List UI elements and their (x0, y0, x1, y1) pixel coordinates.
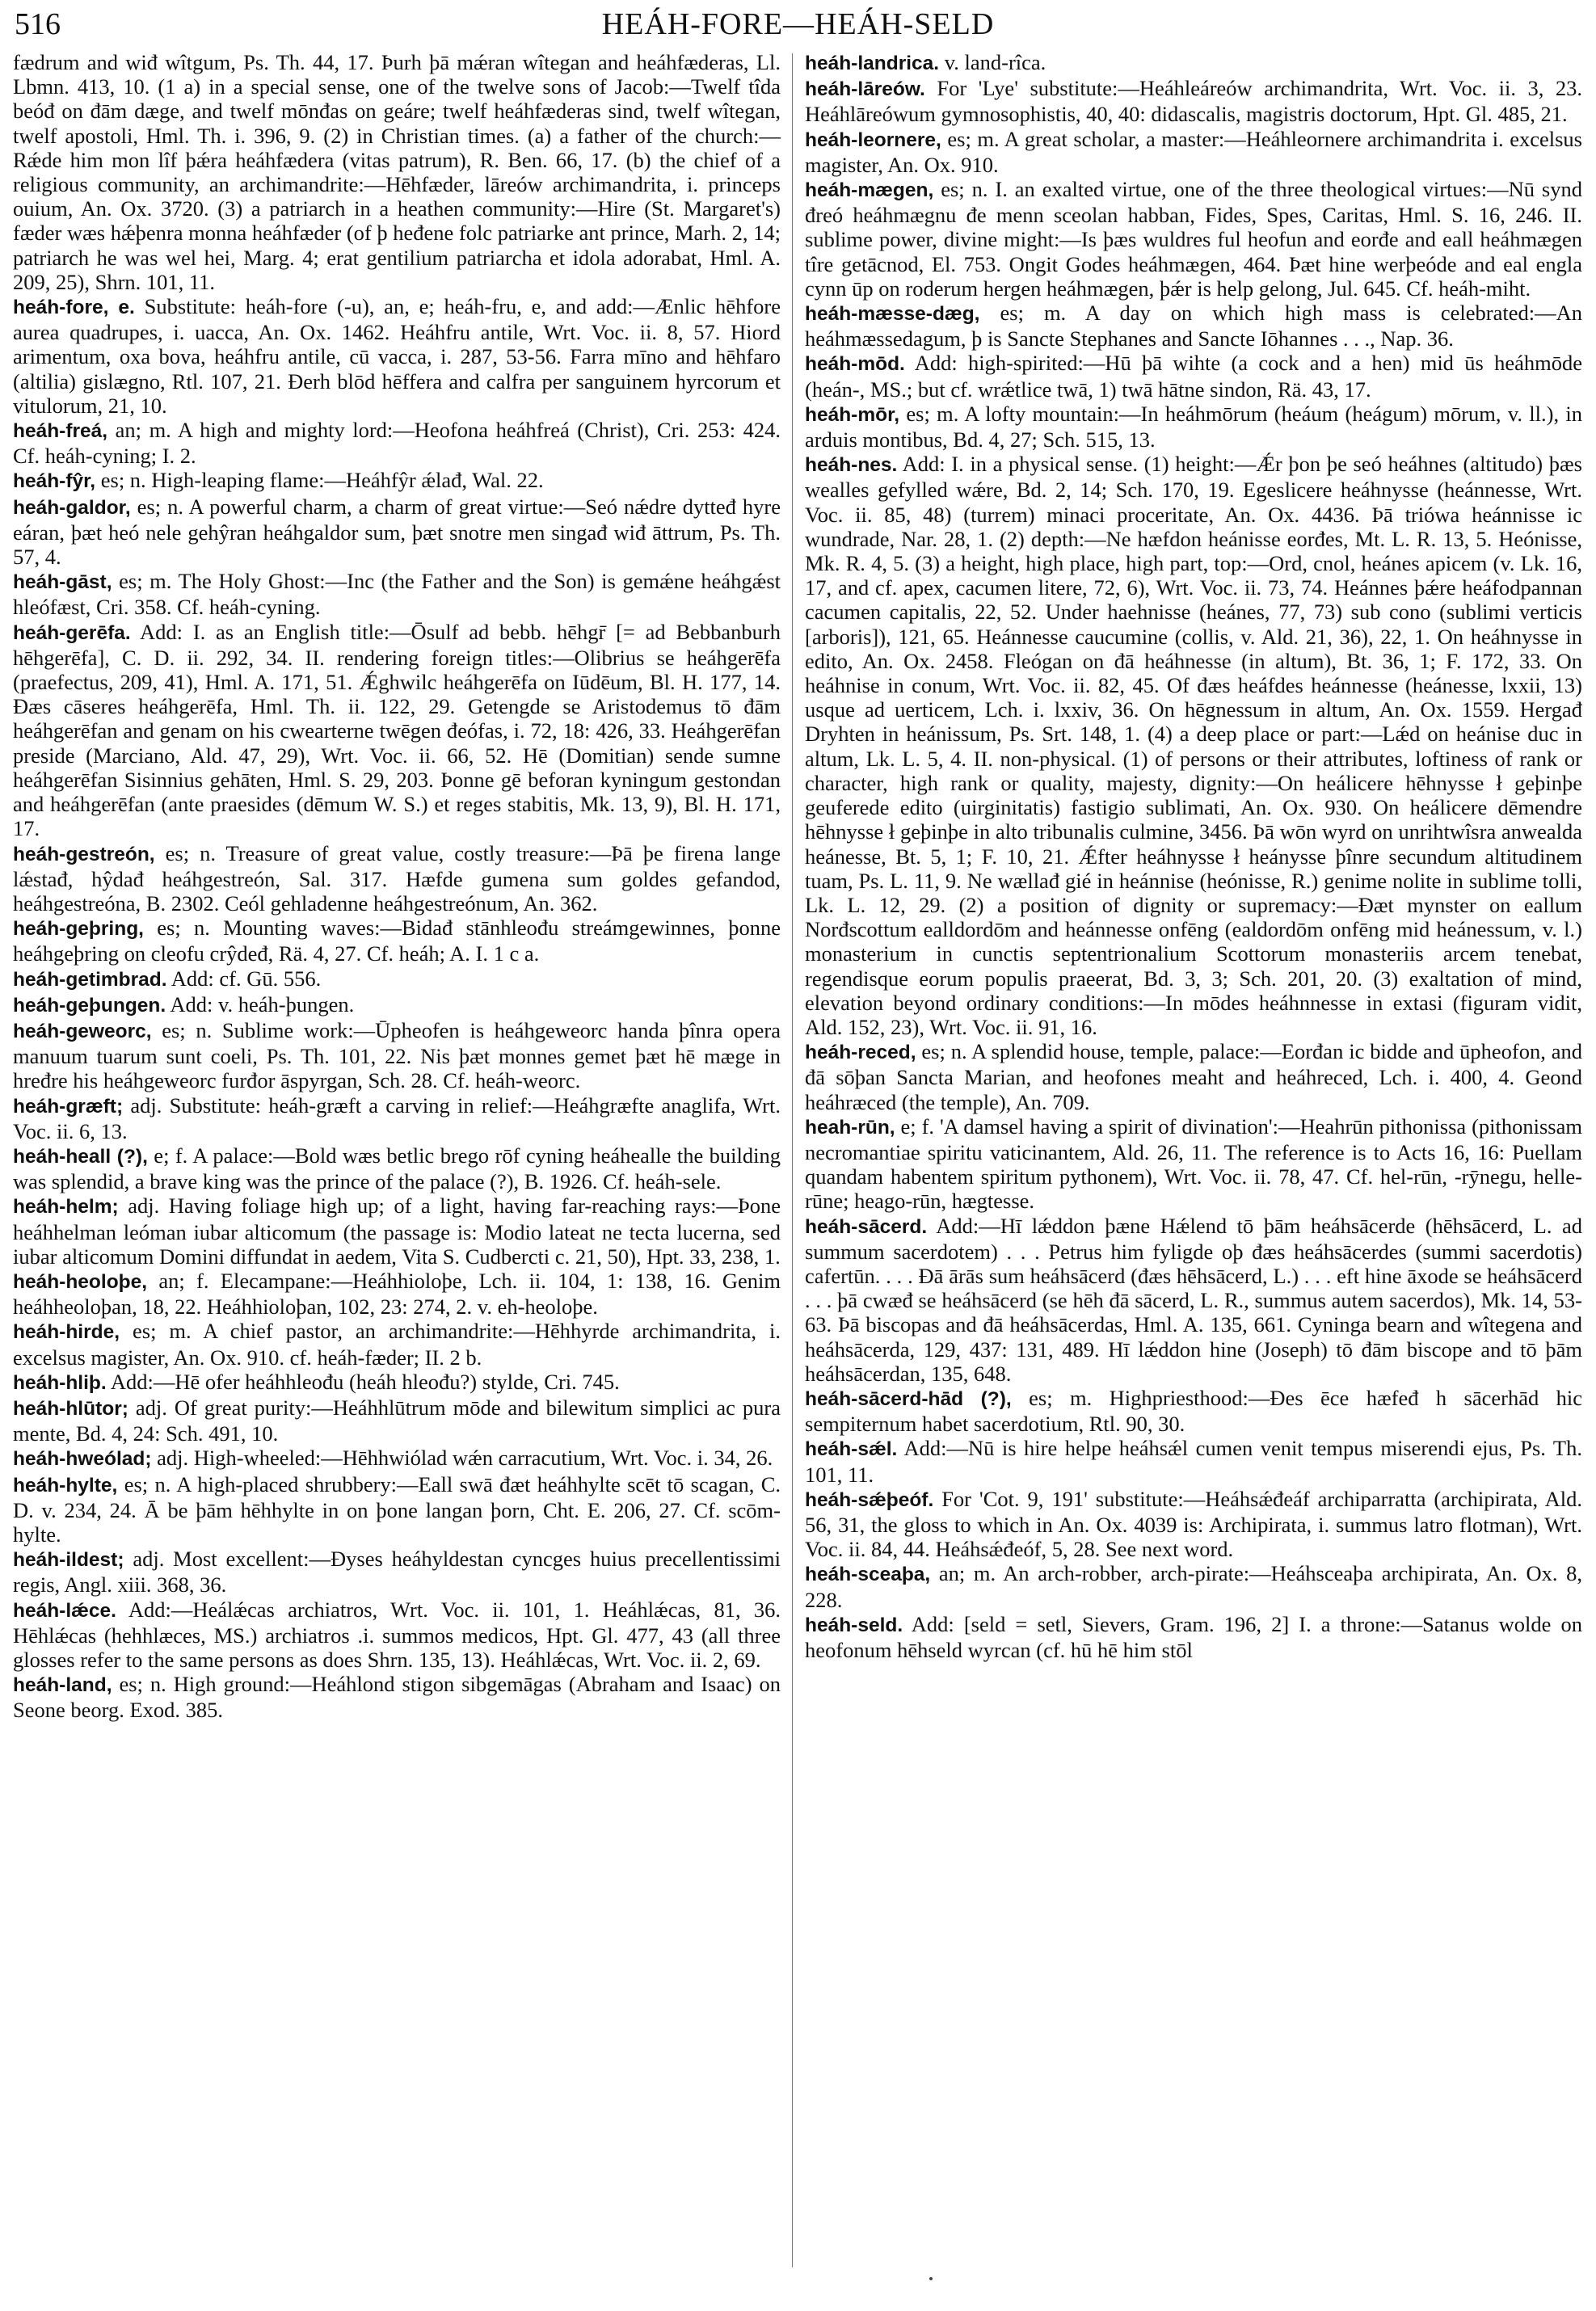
entry-definition: es; m. Highpriesthood:—Đes ēce hæfeđ h sācerhād hic sempiternum habet sacerdotium, Rtl. 90, 30. (805, 1385, 1582, 1437)
entry-definition: adj. Substitute: heáh-græft a carving in relief:—Heáhgræfte anaglifa, Wrt. Voc. ii. 6, 13. (13, 1092, 781, 1143)
entry-headword: heáh-mægen, (805, 179, 934, 202)
dictionary-entry (13, 1672, 781, 1722)
entry-definition: For 'Cot. 9, 191' substitute:—Heáhsǽđeáf archiparratta (archipirata, Ald. 56, 31, the gloss to which in An. Ox. 4039 is: Archipirata, i. summus latro flotman), Wrt. Voc. ii. 84, 44. Heáhsǽđeóf, 5, 28. See next word. (805, 1486, 1582, 1562)
dictionary-entry (13, 1370, 781, 1395)
entry-headword: heáh-sācerd. (805, 1215, 928, 1238)
dictionary-entry (805, 301, 1582, 351)
entry-definition: es; m. A great scholar, a master:—Heáhleornere archimandrita i. excelsus magister, An. Ox. 910. (805, 126, 1582, 177)
dictionary-entry (805, 76, 1582, 126)
dictionary-entry (13, 1472, 781, 1547)
entry-headword: heáh-leornere, (805, 128, 941, 151)
entry-headword: heáh-sǽl. (805, 1438, 898, 1461)
dictionary-entry (805, 1214, 1582, 1386)
entry-definition: Add: I. in a physical sense. (1) height:—Ǽr þon þe seó heáhnes (altitudo) þæs wealles gefylled wǽre, Bd. 2, 14; Sch. 170, 19. Egeslicere heáhnysse (heánnesse, Wrt. Voc. ii. 85, 48) (turrem) minaci proceritate, An. Ox. 4436. Þā triówa heánnisse ic wundrade, Nar. 28, 1. (2) depth:—Ne hæfdon heánisse eorđes, Mt. L. R. 13, 5. Heónisse, Mk. R. 4, 5. (3) a height, high place, high part, top:—Ord, cnol, heánes apicem (v. Lk. 16, 17, and cf. apex, cacumen litere, 72, 6), Wrt. Voc. ii. 73, 74. Heánnes þǽre heáfodpannan cacumen capitalis, 22, 52. Under haehnisse (heánes, 77, 73) sub cono (sublimi verticis [arboris]), 121, 65. Heánnesse caucumine (collis, v. Ald. 21, 36), 22, 1. On heáhnysse in edito, An. Ox. 2458. Fleógan on đā heáhnesse (in altum), Bt. 36, 1; F. 172, 33. On heáhnise in conum, Wrt. Voc. ii. 82, 45. Of đæs heáfdes heánnesse (heánesse, lxxii, 13) usque ad uerticem, Lch. i. lxxiv, 36. On hēgnessum in altum, An. Ox. 1559. Hergađ Dryhten in heánissum, Ps. Srt. 148, 1. (4) a deep place or part:—Lǽd on heánise duc in altum, Lk. L. 5, 4. II. non-physical. (1) of persons or their attributes, loftiness of rank or character, high rank or quality, majesty, dignity:—On heálicere hēhnysse ł geþinþe geuferede edito (uirginitatis) fastigio sublimati, An. Ox. 930. On heálicere dēmendre hēhnysse ł geþinþe in alto tribunalis culmine, 3456. Þā wōn wyrd on unrihtwîsra anwealda heánesse, Bt. 5, 1; F. 10, 21. Ǽfter heáhnysse ł heánysse þînre secundum altitudinem tuam, Ps. L. 11, 9. Ne wællađ gié in heánnise (heónisse, R.) genime nolite in sublime tolli, Lk. L. 12, 29. (2) a position of dignity or supremacy:—Đæt mynster on eallum Norđscottum ealldordōm and heánnesse onfēng (ealdordōm onfēng mid heánessum, v. l.) monasterium in cunctis septentrionalium Scottorum monasteriis arcem tenebat, regendisque eorum populis praeerat, Bd. 3, 3; Sch. 201, 20. (3) exaltation of mind, elevation beyond ordinary conditions:—In mōdes heáhnnesse in extasi (figuram vidit, Ald. 152, 23), Wrt. Voc. ii. 91, 16. (805, 452, 1582, 1039)
entry-headword: heáh-lāreów. (805, 78, 925, 101)
dictionary-entry (13, 1143, 781, 1193)
entry-headword: heáh-mōd. (805, 353, 905, 376)
entry-definition: es; m. The Holy Ghost:—Inc (the Father and the Son) is gemǽne heáhgǽst hleófæst, Cri. 358. Cf. heáh-cyning. (13, 569, 781, 620)
dictionary-entry (13, 992, 781, 1018)
entry-definition: Add: [seld = setl, Sievers, Gram. 196, 2] I. a throne:—Satanus wolde on heofonum hēhseld wyrcan (cf. hū hē him stōl (805, 1611, 1582, 1662)
entry-headword: heáh-heoloþe, (13, 1270, 148, 1293)
footer-mark (929, 2277, 933, 2280)
entry-definition: es; n. I. an exalted virtue, one of the three theological virtues:—Nū synd đreó heáhmægnu đe menn sceolan habban, Fides, Spes, Caritas, Hml. S. 16, 246. II. sublime power, divine might:—Is þæs wuldres ful heofun and eorđe and eall heáhmægen tîre getācnod, El. 753. Ongit Godes heáhmægen, 464. Þæt hine werþeóde and eal engla cynn ūp on roderum hergen heáhmægen, þǽr is help gelong, Jul. 645. Cf. heáh-miht. (805, 177, 1582, 301)
entry-headword: heah-rūn, (805, 1116, 895, 1139)
entry-headword: heáh-gāst, (13, 571, 112, 594)
entry-definition: es; n. Sublime work:—Ūpheofen is heáhgeweorc handa þînra opera manuum tuarum sunt coeli, Ps. Th. 101, 22. Nis þæt monnes gemet þæt hē mæge in hređre his heáhgeweorc furđor āspyrgan, Sch. 28. Cf. heáh-weorc. (13, 1017, 781, 1093)
column-divider (792, 53, 793, 2267)
entry-definition: adj. Of great purity:—Heáhhlūtrum mōde and bilewitum simplici ac pura mente, Bd. 4, 24: Sch. 491, 10. (13, 1395, 781, 1446)
dictionary-entry (13, 1319, 781, 1369)
entry-headword: heáh-gerēfa. (13, 621, 131, 644)
entry-headword: heáh-sācerd-hād (?), (805, 1387, 1012, 1410)
dictionary-entry (13, 1446, 781, 1471)
entry-headword: heáh-geweorc, (13, 1020, 152, 1042)
left-column (13, 50, 781, 1723)
entry-definition: Add:—Heálǽcas archiatros, Wrt. Voc. ii. 101, 1. Heáhlǽcas, 81, 36. Hēhlǽcas (hehhlæces, MS.) archiatros .i. summos medicos, Hpt. Gl. 477, 43 (all three glosses refer to the same persons as does Shrn. 135, 13). Heáhlǽcas, Wrt. Voc. ii. 2, 69. (13, 1597, 781, 1672)
entry-headword: heáh-hliþ. (13, 1371, 107, 1394)
entry-definition: fædrum and wiđ wîtgum, Ps. Th. 44, 17. Þurh þā mǽran wîtegan and heáhfæderas, Ll. Lbmn. 413, 10. (1 a) in a special sense, one of the twelve sons of Jacob:—Twelf tîda beóđ on đām dæge, and twelf mōnđas on geáre; twelf heáhfæderas sind, twelf wîtegan, twelf apostoli, Hml. Th. i. 396, 9. (2) in Christian times. (a) a father of the church:—Rǽde him mon lîf þǽra heáhfædera (vitas patrum), R. Ben. 66, 17. (b) the chief of a religious community, an archimandrite:—Hēhfæder, lāreów archimandrita, i. princeps ouium, An. Ox. 3720. (3) a patriarch in a heathen community:—Hire (St. Margaret's) fæder wæs hǽþenra monna heáhfæder (of þ heđene folc patriarke ant prince, Marh. 2, 14; patriarch he was wel hei, Marg. 4; erat gentilium patriarcha et idola adorabat, Hml. A. 209, 25), Shrn. 101, 11. (13, 50, 781, 294)
entry-definition: Add: high-spirited:—Hū þā wihte (a cock and a hen) mid ūs heáhmōde (heán-, MS.; but cf. wrǽtlice twā, 1) twā hātne sindon, Rä. 43, 17. (805, 351, 1582, 402)
entry-definition: an; m. An arch-robber, arch-pirate:—Heáhsceaþa archipirata, An. Ox. 8, 228. (805, 1561, 1582, 1612)
dictionary-entry (13, 1093, 781, 1143)
entry-definition: e; f. 'A damsel having a spirit of divination':—Heahrūn pithonissa (pithonissam necromantiae spiritu vaticinantem, Ald. 26, 11. The reference is to Acts 16, 16: Puellam quandam habentem spiritum pythonem), Wrt. Voc. ii. 78, 47. Cf. hel-rūn, -rȳnegu, helle-rūne; heago-rūn, hægtesse. (805, 1113, 1582, 1214)
entry-headword: heáh-nes. (805, 454, 898, 477)
dictionary-entry (805, 1386, 1582, 1436)
entry-definition: adj. Having foliage high up; of a light, having far-reaching rays:—Þone heáhhelman leóman iubar alticomum (the passage is: Modio lateat ne tecta lucerna, sed iubar alticomum Domini diffundat in aedem, Vita S. Cudbercti c. 21, 50), Hpt. 33, 238, 1. (13, 1193, 781, 1269)
entry-definition: es; n. Mounting waves:—Bidađ stānhleođu streámgewinnes, þonne heáhgeþring on cleofu crŷdeđ, Rä. 4, 27. Cf. heáh; A. I. 1 c a. (13, 916, 781, 966)
entry-headword: heáh-getimbrad. (13, 968, 167, 991)
dictionary-entry (805, 1114, 1582, 1214)
entry-headword: heáh-hylte, (13, 1474, 118, 1496)
dictionary-entry (805, 1039, 1582, 1114)
dictionary-entry (13, 1018, 781, 1093)
dictionary-entry (13, 966, 781, 992)
dictionary-entry (13, 418, 781, 468)
entry-definition: Add: cf. Gū. 556. (166, 966, 322, 991)
entry-definition: es; m. A lofty mountain:—In heáhmōrum (heáum (heágum) mōrum, v. ll.), in arduis montibus, Bd. 4, 27; Sch. 515, 13. (805, 401, 1582, 453)
page-number: 516 (15, 7, 61, 41)
dictionary-entry (13, 50, 781, 294)
entry-headword: heáh-sceaþa, (805, 1564, 931, 1586)
dictionary-entry (805, 1487, 1582, 1562)
page-header (15, 6, 1581, 47)
dictionary-entry (13, 495, 781, 570)
entry-definition: Add:—Hē ofer heáhhleođu (heáh hleođu?) stylde, Cri. 745. (106, 1369, 620, 1394)
entry-definition: an; m. A high and mighty lord:—Heofona heáhfreá (Christ), Cri. 253: 424. Cf. heáh-cyning; I. 2. (13, 418, 781, 469)
entry-headword: heáh-mæsse-dæg, (805, 303, 980, 326)
right-column (805, 50, 1582, 1662)
dictionary-entry (805, 452, 1582, 1039)
entry-headword: heáh-hlūtor; (13, 1397, 128, 1420)
entry-definition: Add: I. as an English title:—Ōsulf ad bebb. hēhgr̄ [= ad Bebbanburh hēhgerēfa], C. D. ii. 292, 34. II. rendering foreign titles:—Olibrius se heáhgerēfa (praefectus, 209, 41), Hml. A. 171, 51. Ǽghwilc heáhgerēfa on Iūdēum, Bl. H. 177, 14. Đæs cāseres heáhgerēfa, Hml. Th. ii. 122, 29. Getengde se Aristodemus tō đām heáhgerēfan and genam on his cwearterne twēgen đeófas, i. 72, 18: 426, 33. Heáhgerēfan preside (Marciano, Ald. 47, 29), Wrt. Voc. ii. 66, 52. Hē (Domitian) sende sumne heáhgerēfan Sisinnius gehāten, Hml. S. 29, 203. Þonne gē beforan kyningum gestondan and heáhgerēfan (ante praesides (dēmum W. S.) et reges stabitis, Mk. 13, 9), Bl. H. 171, 17. (13, 619, 781, 841)
entry-definition: es; n. A splendid house, temple, palace:—Eorđan ic bidde and ūpheofon, and đā sōþan Sancta Marian, and heofones meaht and heáhreced, Lch. i. 400, 4. Geond heáhræced (the temple), An. 709. (805, 1039, 1582, 1114)
entry-headword: heáh-geþungen. (13, 994, 166, 1017)
entry-headword: heáh-reced, (805, 1042, 916, 1064)
dictionary-entry (805, 127, 1582, 177)
dictionary-entry (805, 1561, 1582, 1611)
entry-definition: Substitute: heáh-fore (-u), an, e; heáh-fru, e, and add:—Ænlic hēhfore aurea quadrupes, i. uacca, An. Ox. 1462. Heáhfru antile, Wrt. Voc. ii. 8, 57. Hiord arimentum, oxa bova, heáhfru antile, cū vacca, i. 287, 53-56. Farra mīno and hēhfaro (altilia) gislægno, Rtl. 107, 21. Đerh blōd hēffera and calfra per sanguinem hyrcorum et vitulorum, 21, 10. (13, 294, 781, 418)
entry-definition: es; n. High-leaping flame:—Heáhfŷr ǽlađ, Wal. 22. (95, 468, 544, 493)
dictionary-entry (13, 468, 781, 494)
dictionary-entry (805, 351, 1582, 401)
dictionary-entry (805, 50, 1582, 76)
entry-definition: es; n. A high-placed shrubbery:—Eall swā đæt heáhhylte scēt tō scagan, C. D. v. 234, 24. Ā be þām hēhhylte in on þone langan þorn, Cht. E. 206, 27. Cf. scōm-hylte. (13, 1471, 781, 1547)
dictionary-entry (13, 1269, 781, 1319)
entry-headword: heáh-land, (13, 1674, 112, 1697)
entry-definition: an; f. Elecampane:—Heáhhioloþe, Lch. ii. 104, 1: 138, 16. Genim heáhheoloþan, 18, 22. Heáhhioloþan, 102, 23: 274, 2. v. eh-heoloþe. (13, 1268, 781, 1320)
entry-definition: Add:—Nū is hire helpe heáhsǽl cumen venit tempus miserendi ejus, Ps. Th. 101, 11. (805, 1436, 1582, 1487)
entry-definition: es; m. A day on which high mass is celebrated:—An heáhmæssedagum, þ is Sancte Stephanes and Sancte Iōhannes . . ., Nap. 36. (805, 301, 1582, 351)
dictionary-entry (805, 1612, 1582, 1662)
entry-headword: heáh-sǽþeóf. (805, 1488, 934, 1511)
entry-headword: heáh-galdor, (13, 496, 131, 519)
dictionary-entry (13, 916, 781, 966)
dictionary-entry (805, 177, 1582, 301)
entry-headword: heáh-geþring, (13, 918, 144, 941)
entry-definition: es; n. A powerful charm, a charm of great virtue:—Seó nǽdre dytteđ hyre eáran, þæt heó nele gehŷran heáhgaldor sum, þæt snotre men singađ wiđ āttrum, Ps. Th. 57, 4. (13, 494, 781, 570)
entry-definition: es; m. A chief pastor, an archimandrite:—Hēhhyrde archimandrita, i. excelsus magister, An. Ox. 910. cf. heáh-fæder; II. 2 b. (13, 1319, 781, 1370)
dictionary-entry (13, 569, 781, 619)
dictionary-entry (13, 294, 781, 418)
dictionary-entry (13, 841, 781, 916)
entry-headword: heáh-hweólad; (13, 1448, 152, 1471)
page-title: HEÁH-FORE—HEÁH-SELD (601, 7, 995, 41)
entry-definition: es; n. High ground:—Heáhlond stigon sibgemāgas (Abraham and Isaac) on Seone beorg. Exod. 385. (13, 1672, 781, 1723)
entry-definition: e; f. A palace:—Bold wæs betlic brego rōf cyning heáhealle the building was splendid, a brave king was the prince of the palace (?), B. 1926. Cf. heáh-sele. (13, 1143, 781, 1194)
entry-headword: heáh-hirde, (13, 1321, 120, 1344)
entry-headword: heáh-freá, (13, 420, 108, 443)
entry-headword: heáh-helm; (13, 1196, 119, 1219)
entry-definition: For 'Lye' substitute:—Heáhleáreów archimandrita, Wrt. Voc. ii. 3, 23. Heáhlāreówum gymnosophistis, 40, 40: didascalis, magistris doctorum, Hpt. Gl. 485, 21. (805, 76, 1582, 127)
entry-definition: adj. Most excellent:—Đyses heáhyldestan cyncges huius precellentissimi regis, Angl. xiii. 368, 36. (13, 1547, 781, 1597)
entry-headword: heáh-landrica. (805, 53, 940, 74)
dictionary-entry (13, 620, 781, 841)
entry-headword: heáh-ildest; (13, 1549, 124, 1572)
entry-definition: adj. High-wheeled:—Hēhhwiólad wǽn carracutium, Wrt. Voc. i. 34, 26. (151, 1446, 773, 1471)
dictionary-entry (13, 1395, 781, 1446)
entry-headword: heáh-heall (?), (13, 1145, 148, 1168)
entry-headword: heáh-fŷr, (13, 470, 96, 493)
entry-headword: heáh-seld. (805, 1614, 903, 1636)
dictionary-entry (13, 1193, 781, 1269)
entry-headword: heáh-græft; (13, 1095, 124, 1118)
dictionary-entry (13, 1547, 781, 1597)
dictionary-entry (805, 1436, 1582, 1486)
entry-headword: heáh-gestreón, (13, 843, 155, 865)
entry-definition: v. land-rîca. (939, 50, 1046, 74)
dictionary-entry (13, 1597, 781, 1673)
entry-headword: heáh-lǽce. (13, 1599, 116, 1622)
entry-definition: es; n. Treasure of great value, costly treasure:—Þā þe firena lange lǽstađ, hŷdađ heáhgestreón, Sal. 317. Hæfde gumena sum goldes gefandod, heáhgestreóna, B. 2302. Ceól gehladenne heáhgestreónum, An. 362. (13, 840, 781, 916)
entry-headword: heáh-mōr, (805, 403, 900, 426)
entry-definition: Add:—Hī lǽddon þæne Hǽlend tō þām heáhsācerde (hēhsācerd, L. ad summum sacerdotem) . . . Petrus him fyligde oþ đæs heáhsācerdes (summi sacerdotis) cafertūn. . . . Đā ārās sum heáhsācerd (đæs hēhsācerd, L.) . . . eft hine āxode se heáhsācerd . . . þā cwæđ se heáhsācerd (se hēh đā sācerd, L. R., summus autem sacerdos), Mk. 14, 53-63. Þā biscopas and đā heáhsācerdas, Hml. A. 135, 661. Cyninga bearn and wîtegena and heáhsācerda, 129, 437: 131, 489. Hī lǽddon hine (Joseph) tō đām biscope and tō þām heáhsācerdan, 135, 648. (805, 1213, 1582, 1386)
dictionary-entry (805, 402, 1582, 452)
entry-headword: heáh-fore, e. (13, 297, 135, 319)
entry-definition: Add: v. heáh-þungen. (166, 991, 355, 1017)
